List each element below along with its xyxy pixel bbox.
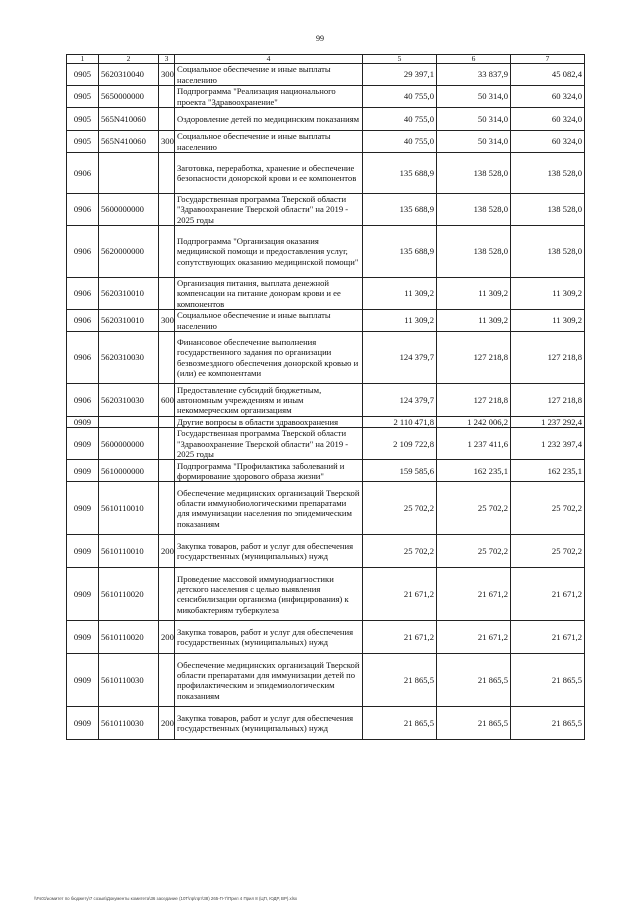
cell-expense-type bbox=[159, 568, 175, 621]
page-number: 99 bbox=[316, 34, 324, 43]
cell-expense-type: 300 bbox=[159, 64, 175, 86]
cell-section: 0905 bbox=[67, 131, 99, 153]
cell-name: Закупка товаров, работ и услуг для обеспечения государственных (муниципальных) нужд bbox=[175, 621, 363, 654]
cell-name: Оздоровление детей по медицинским показаниям bbox=[175, 108, 363, 131]
cell-value-2020: 138 528,0 bbox=[437, 153, 511, 194]
cell-value-2020: 1 242 006,2 bbox=[437, 417, 511, 428]
cell-name: Заготовка, переработка, хранение и обеспечение безопасности донорской крови и ее компонентов bbox=[175, 153, 363, 194]
cell-section: 0906 bbox=[67, 278, 99, 310]
cell-target: 5610110020 bbox=[99, 568, 159, 621]
header-col-4: 4 bbox=[175, 55, 363, 64]
cell-value-2019: 21 865,5 bbox=[363, 707, 437, 740]
cell-name: Закупка товаров, работ и услуг для обеспечения государственных (муниципальных) нужд bbox=[175, 707, 363, 740]
cell-expense-type bbox=[159, 654, 175, 707]
table-row bbox=[67, 417, 585, 428]
table-row bbox=[67, 707, 585, 740]
cell-value-2020: 50 314,0 bbox=[437, 108, 511, 131]
cell-expense-type bbox=[159, 278, 175, 310]
cell-expense-type bbox=[159, 86, 175, 108]
cell-value-2021: 45 082,4 bbox=[511, 64, 585, 86]
cell-value-2019: 159 585,6 bbox=[363, 460, 437, 482]
cell-value-2021: 127 218,8 bbox=[511, 332, 585, 384]
cell-target: 5610110010 bbox=[99, 535, 159, 568]
cell-expense-type bbox=[159, 460, 175, 482]
cell-value-2019: 124 379,7 bbox=[363, 332, 437, 384]
cell-target: 565N410060 bbox=[99, 131, 159, 153]
cell-target: 5620000000 bbox=[99, 226, 159, 278]
cell-value-2020: 1 237 411,6 bbox=[437, 428, 511, 460]
cell-value-2020: 50 314,0 bbox=[437, 86, 511, 108]
cell-value-2020: 127 218,8 bbox=[437, 332, 511, 384]
cell-name: Обеспечение медицинских организаций Тверской области иммунобиологическими препаратами для иммунизации населения по эпидемическим показаниям bbox=[175, 482, 363, 535]
cell-value-2021: 60 324,0 bbox=[511, 131, 585, 153]
cell-name: Финансовое обеспечение выполнения государственного задания по организации безвозмездного обеспечения донорской кровью и (или) ее компонентами bbox=[175, 332, 363, 384]
cell-value-2021: 25 702,2 bbox=[511, 535, 585, 568]
cell-value-2021: 60 324,0 bbox=[511, 108, 585, 131]
cell-name: Другие вопросы в области здравоохранения bbox=[175, 417, 363, 428]
cell-value-2020: 25 702,2 bbox=[437, 482, 511, 535]
cell-value-2019: 135 688,9 bbox=[363, 194, 437, 226]
cell-value-2021: 138 528,0 bbox=[511, 194, 585, 226]
cell-value-2021: 138 528,0 bbox=[511, 226, 585, 278]
cell-value-2020: 127 218,8 bbox=[437, 384, 511, 417]
cell-value-2019: 40 755,0 bbox=[363, 86, 437, 108]
header-col-7: 7 bbox=[511, 55, 585, 64]
cell-name: Предоставление субсидий бюджетным, автономным учреждениям и иным некоммерческим организациям bbox=[175, 384, 363, 417]
cell-value-2021: 162 235,1 bbox=[511, 460, 585, 482]
cell-target: 5650000000 bbox=[99, 86, 159, 108]
cell-value-2020: 21 671,2 bbox=[437, 621, 511, 654]
cell-section: 0906 bbox=[67, 226, 99, 278]
header-col-3: 3 bbox=[159, 55, 175, 64]
cell-value-2019: 124 379,7 bbox=[363, 384, 437, 417]
table-row bbox=[67, 278, 585, 310]
cell-name: Социальное обеспечение и иные выплаты населению bbox=[175, 310, 363, 332]
cell-section: 0909 bbox=[67, 482, 99, 535]
cell-value-2020: 138 528,0 bbox=[437, 226, 511, 278]
cell-section: 0906 bbox=[67, 384, 99, 417]
cell-target: 5610110010 bbox=[99, 482, 159, 535]
cell-expense-type: 300 bbox=[159, 131, 175, 153]
cell-name: Обеспечение медицинских организаций Тверской области препаратами для иммунизации детей по профилактическим и эпидемиологическим показаниям bbox=[175, 654, 363, 707]
cell-value-2019: 40 755,0 bbox=[363, 131, 437, 153]
cell-section: 0906 bbox=[67, 153, 99, 194]
cell-section: 0909 bbox=[67, 568, 99, 621]
table-row bbox=[67, 108, 585, 131]
table-body bbox=[67, 64, 585, 740]
cell-target: 5610110030 bbox=[99, 707, 159, 740]
cell-value-2021: 21 865,5 bbox=[511, 654, 585, 707]
table-row bbox=[67, 384, 585, 417]
cell-value-2019: 29 397,1 bbox=[363, 64, 437, 86]
cell-value-2019: 25 702,2 bbox=[363, 482, 437, 535]
cell-target: 5620310010 bbox=[99, 310, 159, 332]
file-path-footer: \\Fs01\комитет по бюджету\7 созыв\Документы комитета\36 заседание (10Т\пр\прт\38) 265-П-7\Прил 4 Прил 8 (ЦП, ЮДР, ВР).xlsx bbox=[34, 896, 298, 901]
cell-value-2021: 1 237 292,4 bbox=[511, 417, 585, 428]
cell-value-2020: 21 671,2 bbox=[437, 568, 511, 621]
cell-target: 5620310040 bbox=[99, 64, 159, 86]
cell-expense-type: 200 bbox=[159, 535, 175, 568]
cell-value-2020: 11 309,2 bbox=[437, 278, 511, 310]
cell-expense-type: 200 bbox=[159, 707, 175, 740]
table-row bbox=[67, 535, 585, 568]
table-row bbox=[67, 621, 585, 654]
cell-value-2019: 135 688,9 bbox=[363, 153, 437, 194]
cell-section: 0909 bbox=[67, 535, 99, 568]
cell-value-2021: 21 671,2 bbox=[511, 621, 585, 654]
cell-value-2019: 11 309,2 bbox=[363, 278, 437, 310]
header-col-6: 6 bbox=[437, 55, 511, 64]
cell-section: 0905 bbox=[67, 64, 99, 86]
table-row bbox=[67, 131, 585, 153]
table-row bbox=[67, 153, 585, 194]
cell-expense-type: 600 bbox=[159, 384, 175, 417]
header-row bbox=[67, 55, 585, 64]
cell-value-2019: 40 755,0 bbox=[363, 108, 437, 131]
cell-expense-type bbox=[159, 108, 175, 131]
cell-value-2020: 162 235,1 bbox=[437, 460, 511, 482]
cell-section: 0906 bbox=[67, 332, 99, 384]
budget-table bbox=[66, 54, 585, 740]
cell-name: Государственная программа Тверской области "Здравоохранение Тверской области" на 2019 - 2025 годы bbox=[175, 194, 363, 226]
cell-value-2021: 21 865,5 bbox=[511, 707, 585, 740]
cell-expense-type bbox=[159, 428, 175, 460]
cell-target: 5620310030 bbox=[99, 384, 159, 417]
cell-value-2020: 138 528,0 bbox=[437, 194, 511, 226]
cell-target bbox=[99, 153, 159, 194]
table-row bbox=[67, 194, 585, 226]
cell-expense-type bbox=[159, 153, 175, 194]
cell-name: Подпрограмма "Организация оказания медицинской помощи и предоставления услуг, сопутствующих оказанию медицинской помощи" bbox=[175, 226, 363, 278]
cell-section: 0909 bbox=[67, 654, 99, 707]
cell-name: Проведение массовой иммунодиагностики детского населения с целью выявления сенсибилизации организма (инфицирования) к микобактериям туберкулеза bbox=[175, 568, 363, 621]
cell-section: 0909 bbox=[67, 428, 99, 460]
cell-value-2019: 135 688,9 bbox=[363, 226, 437, 278]
cell-value-2021: 60 324,0 bbox=[511, 86, 585, 108]
cell-section: 0909 bbox=[67, 417, 99, 428]
table-row bbox=[67, 226, 585, 278]
cell-value-2019: 2 109 722,8 bbox=[363, 428, 437, 460]
cell-value-2019: 21 865,5 bbox=[363, 654, 437, 707]
table-row bbox=[67, 428, 585, 460]
cell-value-2021: 1 232 397,4 bbox=[511, 428, 585, 460]
cell-target: 5610110030 bbox=[99, 654, 159, 707]
cell-target: 5600000000 bbox=[99, 428, 159, 460]
cell-target bbox=[99, 417, 159, 428]
cell-section: 0909 bbox=[67, 707, 99, 740]
cell-name: Подпрограмма "Реализация национального проекта "Здравоохранение" bbox=[175, 86, 363, 108]
cell-name: Государственная программа Тверской области "Здравоохранение Тверской области" на 2019 - 2025 годы bbox=[175, 428, 363, 460]
cell-section: 0906 bbox=[67, 194, 99, 226]
cell-value-2019: 21 671,2 bbox=[363, 568, 437, 621]
cell-name: Организация питания, выплата денежной компенсации на питание донорам крови и ее компонентов bbox=[175, 278, 363, 310]
cell-section: 0905 bbox=[67, 86, 99, 108]
cell-expense-type bbox=[159, 332, 175, 384]
cell-value-2019: 25 702,2 bbox=[363, 535, 437, 568]
cell-expense-type bbox=[159, 226, 175, 278]
cell-expense-type: 300 bbox=[159, 310, 175, 332]
table-row bbox=[67, 568, 585, 621]
table-row bbox=[67, 654, 585, 707]
cell-value-2020: 33 837,9 bbox=[437, 64, 511, 86]
cell-value-2019: 11 309,2 bbox=[363, 310, 437, 332]
table-row bbox=[67, 482, 585, 535]
cell-expense-type bbox=[159, 417, 175, 428]
cell-value-2021: 127 218,8 bbox=[511, 384, 585, 417]
cell-section: 0909 bbox=[67, 621, 99, 654]
header-col-1: 1 bbox=[67, 55, 99, 64]
cell-value-2019: 21 671,2 bbox=[363, 621, 437, 654]
header-col-2: 2 bbox=[99, 55, 159, 64]
cell-value-2021: 25 702,2 bbox=[511, 482, 585, 535]
cell-target: 5620310010 bbox=[99, 278, 159, 310]
table-row bbox=[67, 310, 585, 332]
cell-value-2020: 50 314,0 bbox=[437, 131, 511, 153]
table-row bbox=[67, 64, 585, 86]
cell-target: 5620310030 bbox=[99, 332, 159, 384]
cell-name: Социальное обеспечение и иные выплаты населению bbox=[175, 64, 363, 86]
table-row bbox=[67, 460, 585, 482]
cell-target: 5610110020 bbox=[99, 621, 159, 654]
cell-name: Социальное обеспечение и иные выплаты населению bbox=[175, 131, 363, 153]
table-row bbox=[67, 86, 585, 108]
cell-section: 0906 bbox=[67, 310, 99, 332]
cell-target: 5610000000 bbox=[99, 460, 159, 482]
cell-expense-type bbox=[159, 194, 175, 226]
cell-section: 0905 bbox=[67, 108, 99, 131]
cell-value-2019: 2 110 471,8 bbox=[363, 417, 437, 428]
cell-expense-type bbox=[159, 482, 175, 535]
cell-value-2020: 11 309,2 bbox=[437, 310, 511, 332]
cell-value-2021: 138 528,0 bbox=[511, 153, 585, 194]
cell-name: Закупка товаров, работ и услуг для обеспечения государственных (муниципальных) нужд bbox=[175, 535, 363, 568]
cell-name: Подпрограмма "Профилактика заболеваний и формирование здорового образа жизни" bbox=[175, 460, 363, 482]
cell-value-2021: 11 309,2 bbox=[511, 278, 585, 310]
cell-section: 0909 bbox=[67, 460, 99, 482]
cell-value-2020: 25 702,2 bbox=[437, 535, 511, 568]
header-col-5: 5 bbox=[363, 55, 437, 64]
table-row bbox=[67, 332, 585, 384]
cell-target: 565N410060 bbox=[99, 108, 159, 131]
cell-value-2021: 21 671,2 bbox=[511, 568, 585, 621]
cell-target: 5600000000 bbox=[99, 194, 159, 226]
cell-value-2020: 21 865,5 bbox=[437, 707, 511, 740]
cell-value-2020: 21 865,5 bbox=[437, 654, 511, 707]
cell-expense-type: 200 bbox=[159, 621, 175, 654]
cell-value-2021: 11 309,2 bbox=[511, 310, 585, 332]
